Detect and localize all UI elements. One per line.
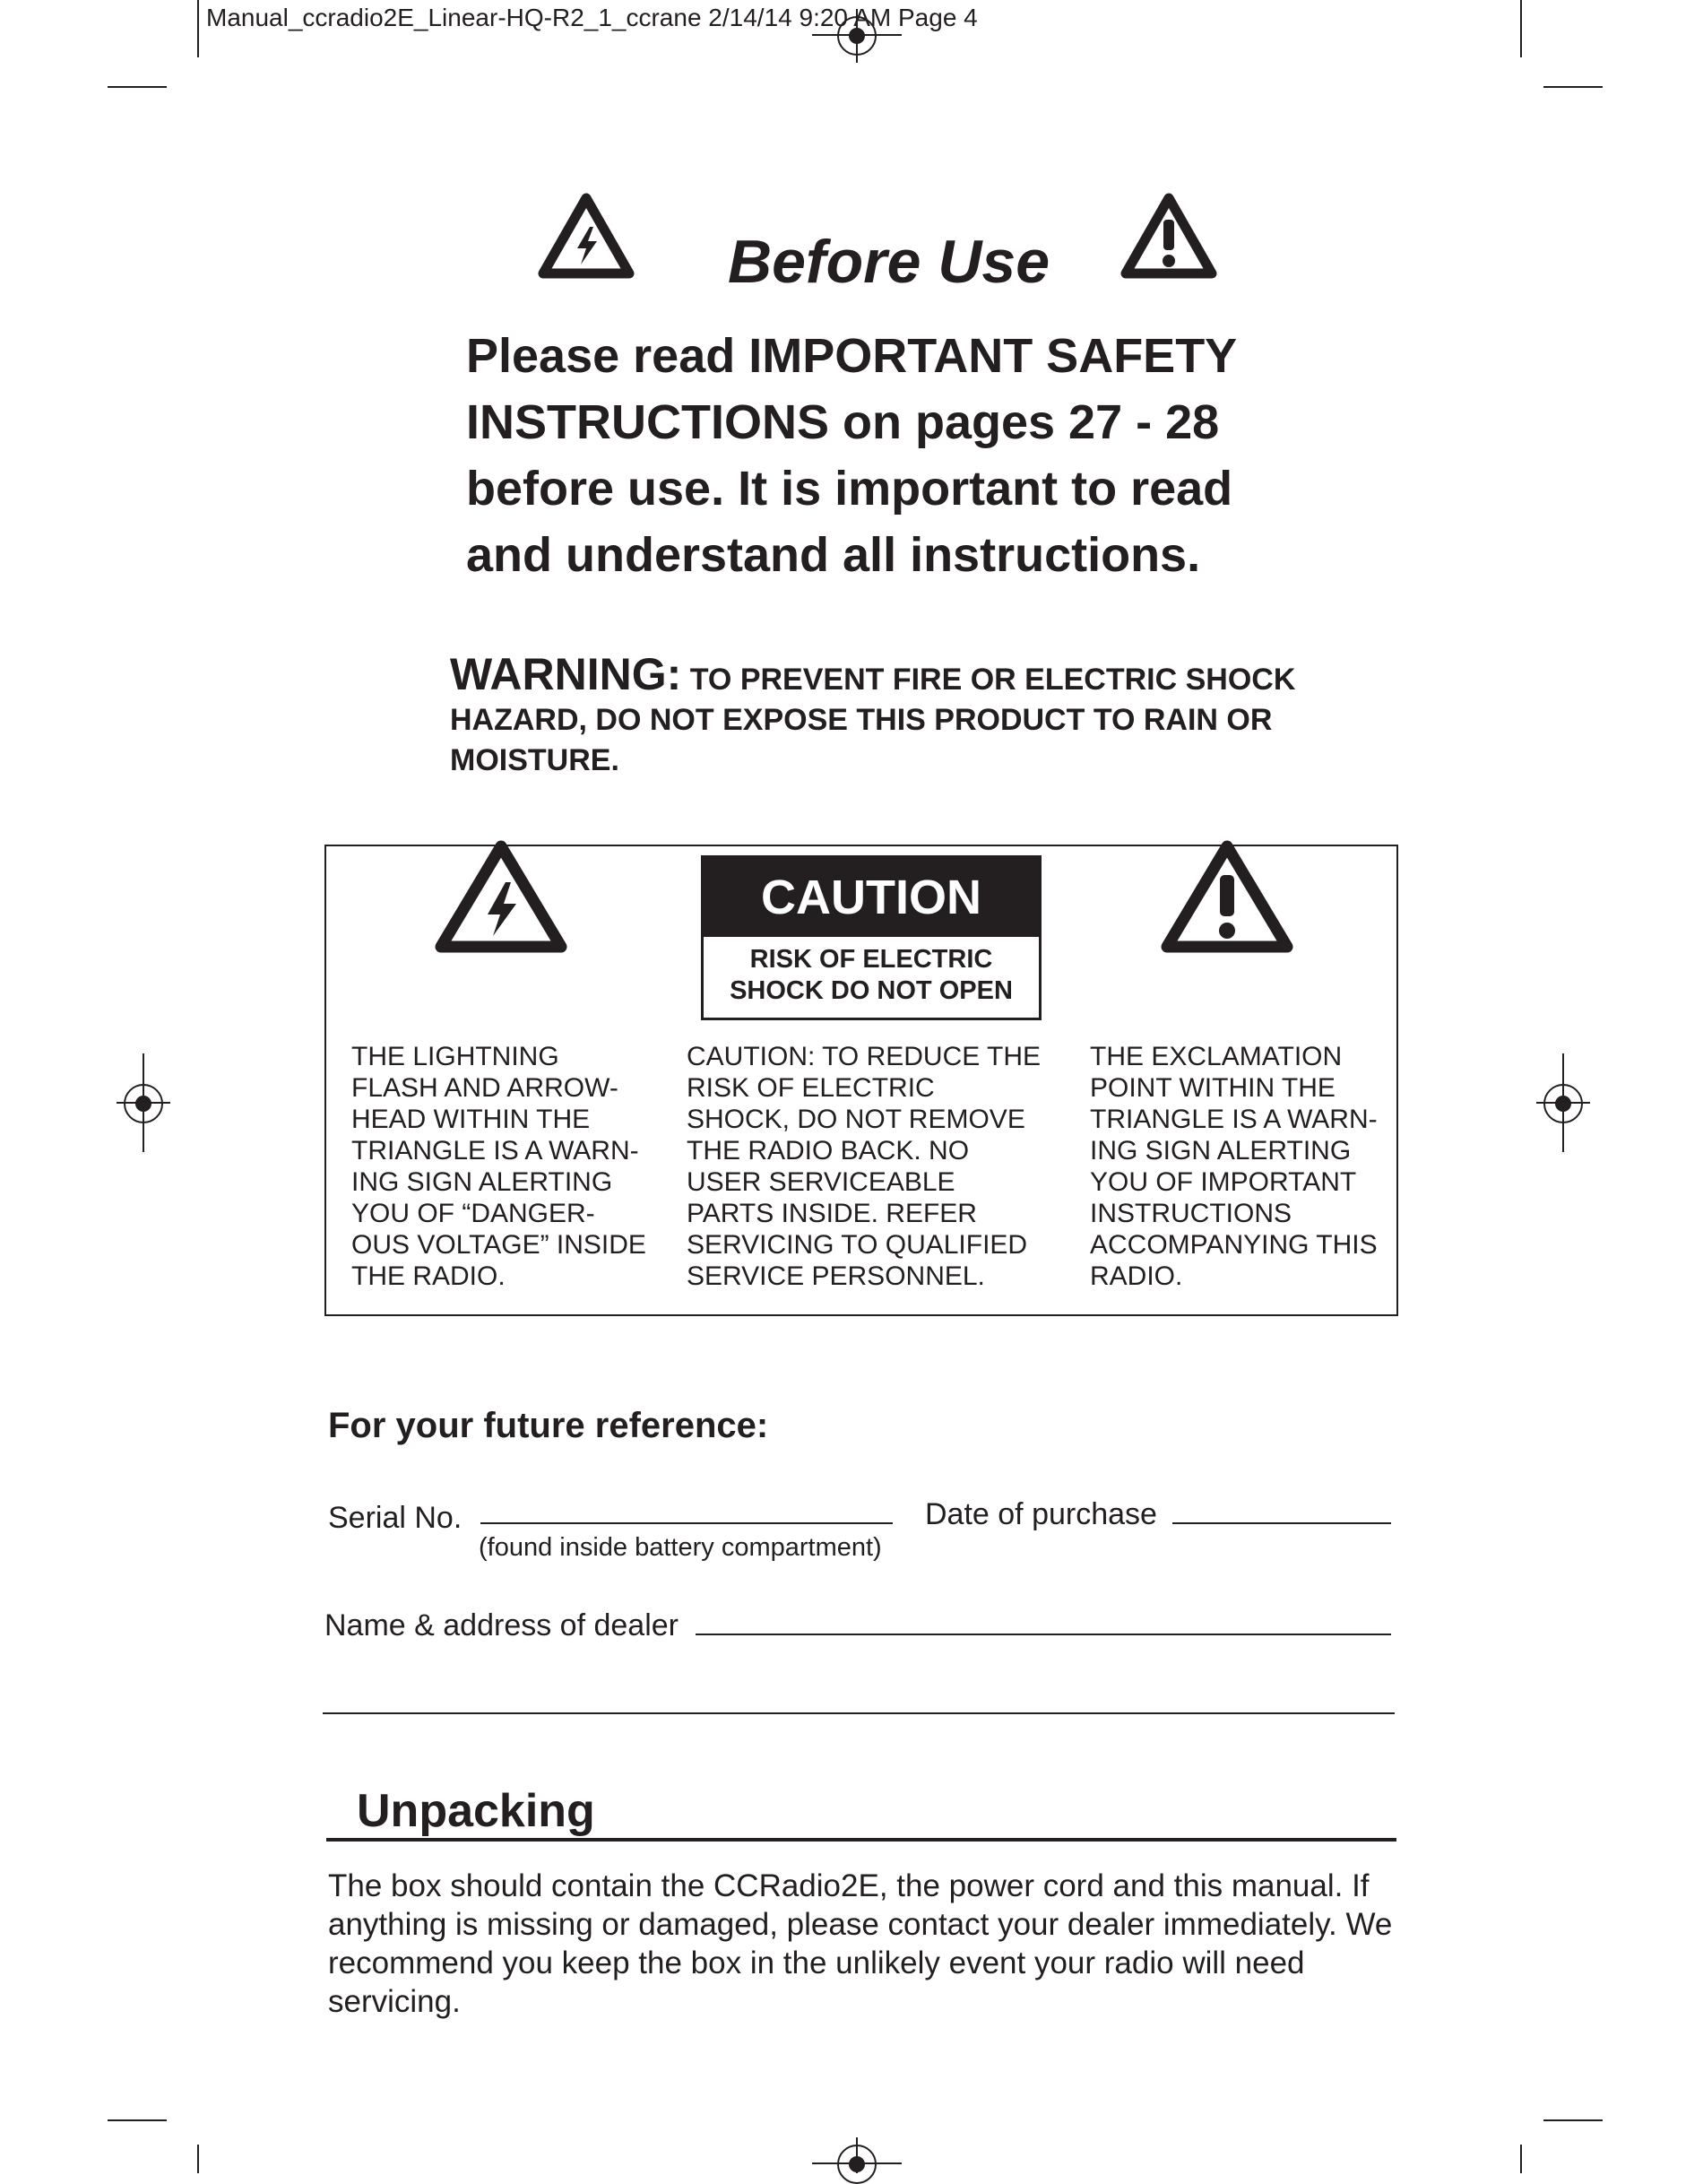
exclamation-triangle-icon: [1160, 839, 1294, 958]
warning-text: TO PREVENT FIRE OR ELECTRIC SHOCK HAZARD, DO NOT EXPOSE THIS PRODUCT TO RAIN OR MOISTURE.: [450, 663, 1296, 777]
registration-mark-right: [1536, 1053, 1590, 1152]
exclamation-explanation: THE EXCLAMATION POINT WITHIN THE TRIANGLE IS A WARN-ING SIGN ALERTING YOU OF IMPORTANT INSTRUCTIONS ACCOMPANYING THIS RADIO.: [1090, 1042, 1378, 1291]
unpacking-body: The box should contain the CCRadio2E, the power cord and this manual. If anything is missing or damaged, please contact your dealer immediately. We recommend you keep the box in the unlikely event your radio will need servicing.: [328, 1868, 1393, 2019]
safety-notice: [466, 323, 1327, 588]
dealer-field-line-2[interactable]: [323, 1712, 1395, 1714]
crop-mark-top-left-h: [108, 86, 167, 88]
safety-line: and understand all instructions.: [466, 528, 1201, 582]
dealer-label: Name & address of dealer: [324, 1608, 679, 1642]
serial-field[interactable]: [480, 1522, 893, 1524]
date-label: Date of purchase: [925, 1497, 1157, 1531]
caution-label-head: CAUTION: [704, 858, 1039, 937]
lightning-triangle-icon: [434, 839, 568, 958]
crop-mark-bottom-left: [197, 2145, 199, 2173]
exclamation-warning-icon: [1120, 193, 1217, 281]
caution-label-line: SHOCK DO NOT OPEN: [730, 976, 1013, 1005]
registration-mark-bottom: [812, 2137, 902, 2173]
caution-explanation: CAUTION: TO REDUCE THE RISK OF ELECTRIC SHOCK, DO NOT REMOVE THE RADIO BACK. NO USER SERVICEABLE PARTS INSIDE. REFER SERVICING TO QUALIFIED SERVICE PERSONNEL.: [687, 1042, 1042, 1291]
crop-mark-bottom-left-h: [108, 2119, 167, 2121]
registration-mark-left: [117, 1053, 170, 1152]
unpacking-title: Unpacking: [357, 1785, 595, 1837]
safety-line: before use. It is important to read: [466, 462, 1233, 516]
serial-note: (found inside battery compartment): [479, 1533, 882, 1562]
date-field[interactable]: [1172, 1522, 1391, 1524]
serial-label: Serial No.: [328, 1501, 462, 1535]
warning-lead: WARNING:: [450, 649, 682, 699]
caution-box: [324, 845, 1398, 1316]
warning-notice: [450, 649, 1346, 781]
crop-mark-bottom-right: [1520, 2145, 1522, 2173]
title-row: [538, 193, 1219, 300]
reference-title: For your future reference:: [328, 1406, 769, 1445]
print-slug: Manual_ccradio2E_Linear-HQ-R2_1_ccrane 2/14/14 9:20 AM Page 4: [206, 4, 978, 31]
crop-mark-top-right-h: [1543, 86, 1603, 88]
lightning-warning-icon: [538, 193, 635, 281]
crop-mark-top-left: [197, 0, 199, 57]
caution-label-sub: [704, 937, 1039, 1007]
crop-mark-bottom-right-h: [1543, 2119, 1603, 2121]
dealer-field[interactable]: [696, 1634, 1391, 1635]
safety-line: Please read IMPORTANT SAFETY: [466, 329, 1238, 383]
safety-line: INSTRUCTIONS on pages 27 - 28: [466, 395, 1220, 449]
caution-label: [701, 855, 1042, 1020]
caution-label-line: RISK OF ELECTRIC: [749, 945, 993, 974]
unpacking-rule: [326, 1838, 1396, 1842]
lightning-explanation: THE LIGHTNING FLASH AND ARROW-HEAD WITHIN THE TRIANGLE IS A WARN-ING SIGN ALERTING YOU OF “DANGER-OUS VOLTAGE” INSIDE THE RADIO.: [351, 1042, 646, 1291]
page-title: Before Use: [728, 228, 1050, 296]
crop-mark-top-right: [1520, 0, 1522, 57]
